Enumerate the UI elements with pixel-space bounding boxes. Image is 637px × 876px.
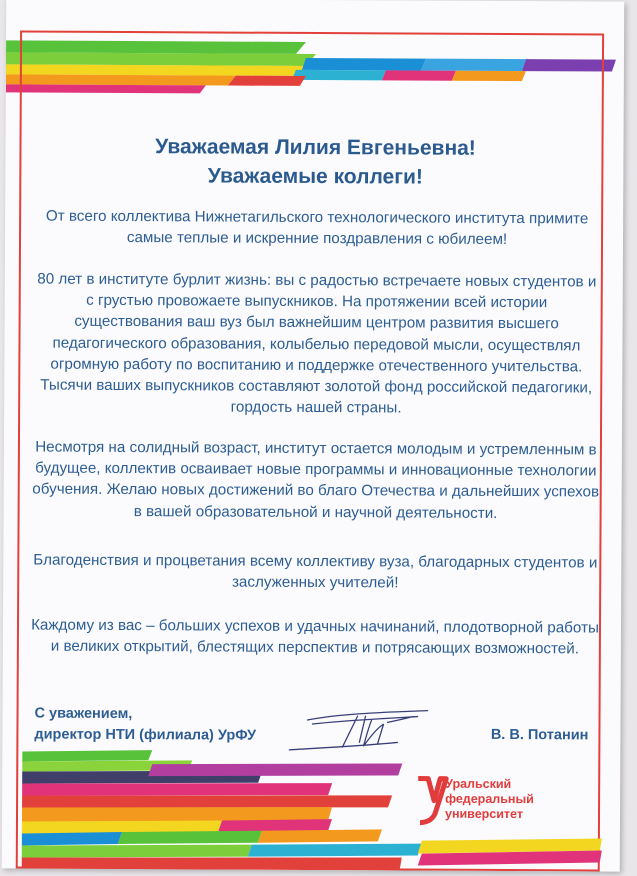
paragraph-4: Благоденствия и процветания всему коллективу вуза, благодарных студентов и заслуженных учителей! [33, 551, 598, 592]
paragraph-3: Несмотря на солидный возраст, институт остается молодым и устремленным в будущее, коллектив осваивает новые программы и инновационные технологии обучения. Желаю новых достижений во благо Отечества и дальнейших успехов в вашей образовательной и научной деятельности. [32, 438, 600, 522]
greeting-name: Уважаемая Лилия Евгеньевна! [155, 135, 476, 160]
greeting-colleagues: Уважаемые коллеги! [207, 164, 423, 189]
paragraph-5: Каждому из вас – больших успехов и удачных начинаний, плодотворной работы и великих открытий, блестящих перспектив и потрясающих возможностей. [31, 616, 599, 658]
logo-line-3: университет [444, 806, 524, 822]
signer-name: В. В. Потанин [490, 726, 589, 744]
urfu-logo-text [445, 777, 534, 822]
letter-sheet [2, 0, 625, 872]
logo-line-1: Уральский [445, 776, 512, 792]
paragraph-2: 80 лет в институте бурлит жизнь: вы с радостью встречаете новых студентов и с грустью провожаете выпускников. На протяжении всей истории существования ваш вуз был важнейшим центром развития высшего педагогического образования, колыбелью передовой мысли, осуществлял огромную работу по воспитанию и поддержке отечественного учительства. Тысячи ваших выпускников составляют золотой фонд российской педагогики, гордость нашей страны. [37, 270, 597, 417]
closing-position: директор НТИ (филиала) УрФУ [34, 726, 257, 744]
paragraph-1: От всего коллектива Нижнетагильского технологического института примите самые теплые и искренние поздравления с юбилеем! [45, 207, 589, 249]
logo-line-2: федеральный [445, 791, 534, 807]
closing-regards: С уважением, [34, 705, 133, 723]
closing-block [34, 704, 256, 747]
